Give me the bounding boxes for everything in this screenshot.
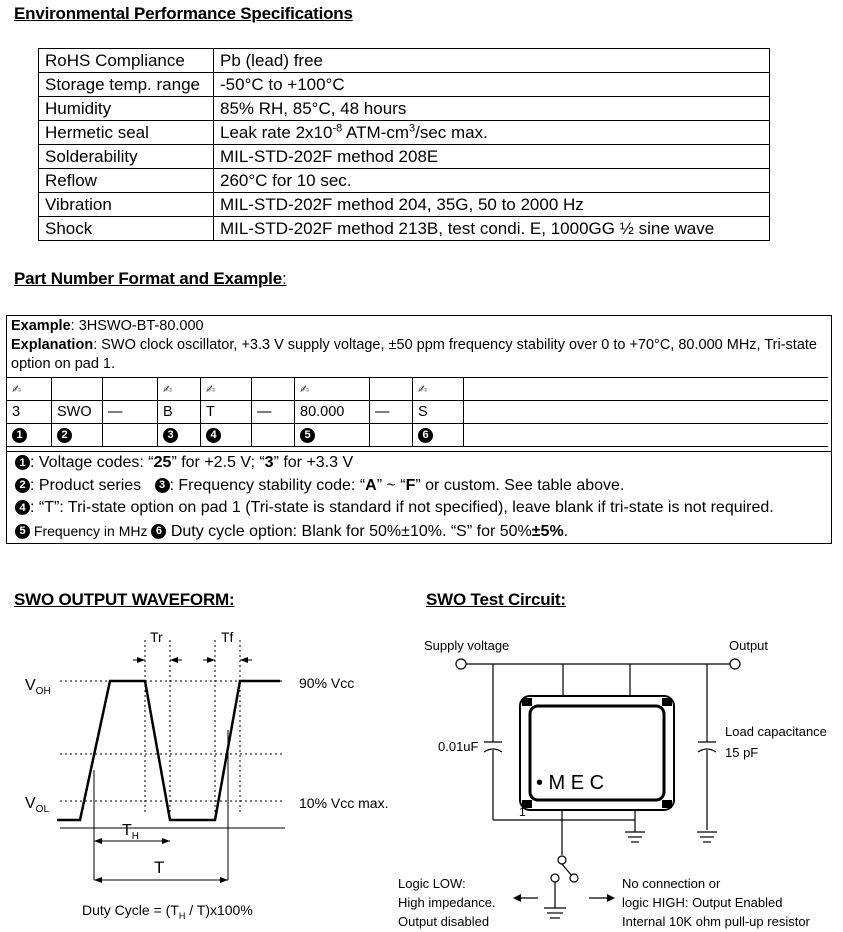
grid-value: 3 [7,401,52,424]
number-badge: 6 [418,428,433,443]
part-number-box [6,315,832,544]
legend-line-1: 1 : Voltage codes: “25” for +2.5 V; “3” for +3.3 V [7,452,831,475]
number-badge: 1 [12,428,27,443]
part-example: Example: 3HSWO-BT-80.000 Explanation: SWO clock oscillator, +3.3 V supply voltage, ±50 ppm frequency stability over 0 to +70°C, 80.000 MHz, Tri-state option on pad 1. [11,318,817,372]
number-badge: 5 [300,428,315,443]
load-label-1: Load capacitance [725,724,827,739]
spec-value: MIL-STD-202F method 213B, test condi. E, 1000GG ½ sine wave [214,217,770,241]
voh-label: $V_{OH}$ [25,677,51,697]
left-note-3: Output disabled [398,914,490,929]
tf-label: Tf [221,629,234,645]
supply-label: Supply voltage [424,638,510,653]
spec-value: MIL-STD-202F method 204, 35G, 50 to 2000 Hz [214,193,770,217]
legend-line-4: 5 Frequency in MHz 6 Duty cycle option: Blank for 50%±10%. “S” for 50%±5%. [7,520,831,543]
spec-value: -50°C to +100°C [214,73,770,97]
cap-label: 0.01uF [438,739,479,754]
grid-value: T [201,401,252,424]
grid-value: S [413,401,464,424]
code-legend [7,451,831,542]
waveform-diagram [0,620,420,932]
legend-line-2: 2 : Product series 3 : Frequency stability code: “A” ~ “F” or custom. See table above. [7,475,831,498]
grid-value: — [103,401,158,424]
duty-cycle-label: Duty Cycle = $(T_H / T)x100\%$ [82,902,253,921]
right-note-2: logic HIGH: Output Enabled [622,895,783,910]
spec-value: Pb (lead) free [214,49,770,73]
pen-icon: ✍ [12,384,22,396]
spec-label: Storage temp. range [39,73,214,97]
t-label: T [154,858,165,877]
left-note-1: Logic LOW: [398,876,466,891]
number-badge: 4 [206,428,221,443]
table-row [39,193,770,217]
right-note-3: Internal 10K ohm pull-up resistor [622,914,810,929]
pin1-label: 1 [519,805,526,819]
table-row [39,121,770,145]
table-row [39,169,770,193]
grid-value: 80.000 [295,401,370,424]
spec-label: Reflow [39,169,214,193]
output-label: Output [729,638,769,653]
table-row [39,97,770,121]
spec-value: 260°C for 10 sec. [214,169,770,193]
part-section-title: Part Number Format and Example: [14,269,287,288]
grid-value: — [252,401,295,424]
table-row [39,49,770,73]
grid-value: SWO [52,401,103,424]
pen-icon: ✍ [418,384,428,396]
circuit-title: SWO Test Circuit: [426,590,566,609]
legend-line-3: 4 : “T”: Tri-state option on pad 1 (Tri-state is standard if not specified), leave blank if tri-state is not required. [7,497,831,520]
pen-icon: ✍ [163,384,173,396]
pen-icon: ✍ [206,384,216,396]
waveform-trace [57,681,280,820]
spec-label: Vibration [39,193,214,217]
pct90-label: 90% Vcc [299,675,355,691]
vol-label: $V_{OL}$ [25,795,50,815]
grid-value: — [370,401,413,424]
spec-label: Solderability [39,145,214,169]
spec-label: Shock [39,217,214,241]
test-circuit-diagram [390,620,843,932]
pen-icon: ✍ [300,384,310,396]
pct10-label: 10% Vcc max. [299,795,389,811]
tr-label: Tr [150,629,163,645]
load-label-2: 15 pF [725,745,759,760]
spec-label: RoHS Compliance [39,49,214,73]
left-note-2: High impedance. [398,895,496,910]
table-row [39,145,770,169]
part-number-grid [6,377,828,447]
right-note-1: No connection or [622,876,721,891]
brand-logo: • M E C [536,772,605,794]
number-badge: 3 [163,428,178,443]
spec-label: Hermetic seal [39,121,214,145]
env-section-title: Environmental Performance Specifications [14,4,353,23]
th-label: $T_H$ [122,822,140,842]
spec-label: Humidity [39,97,214,121]
spec-value: Leak rate $2x10^{-8}$ ATM-$cm^3/\sec$ max. [214,121,770,145]
number-badge: 2 [57,428,72,443]
spec-value: MIL-STD-202F method 208E [214,145,770,169]
waveform-title: SWO OUTPUT WAVEFORM: [14,590,235,609]
table-row [39,73,770,97]
table-row [39,217,770,241]
env-spec-table [38,48,770,241]
grid-value: B [158,401,201,424]
spec-value: 85% RH, 85°C, 48 hours [214,97,770,121]
